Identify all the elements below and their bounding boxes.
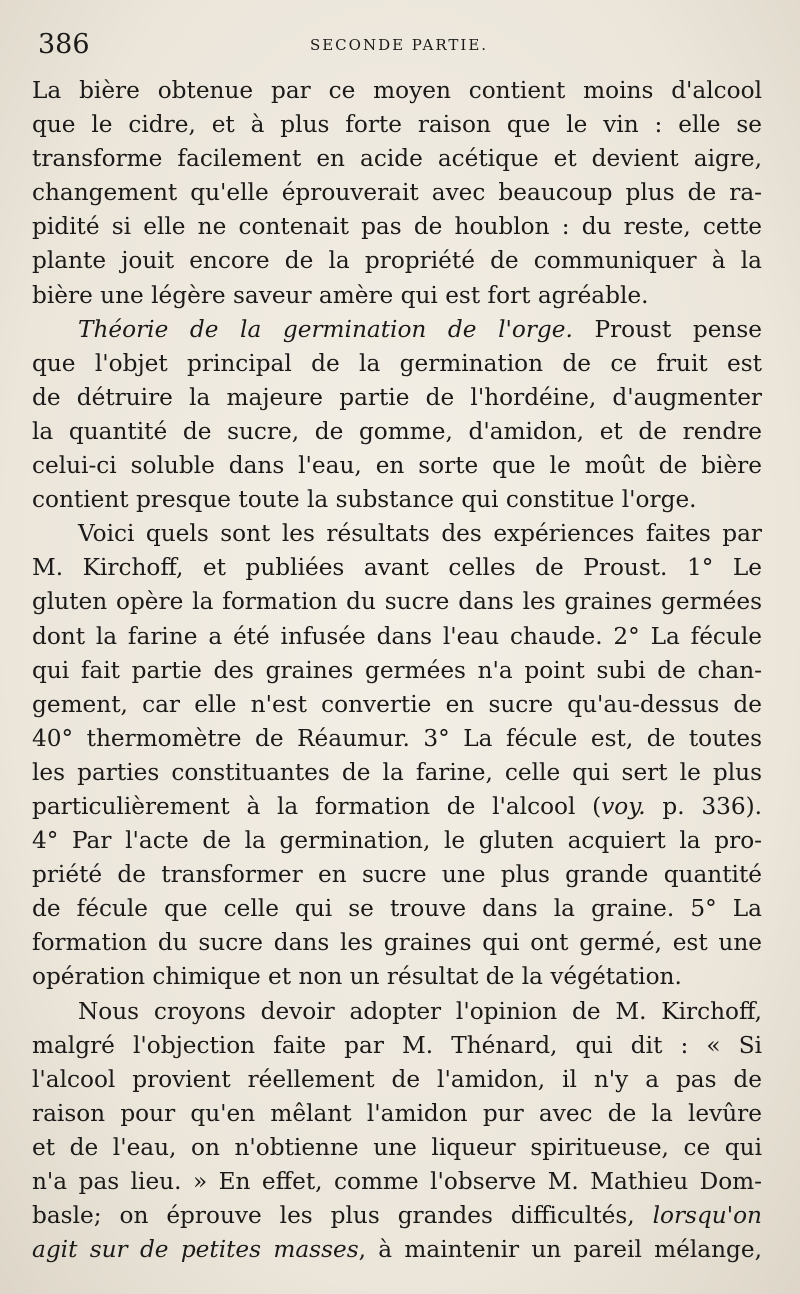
text-line: bière une légère saveur amère qui est fort agréable.: [32, 281, 649, 309]
text-line: 4° Par l'acte de la germination, le gluten acquiert la pro-: [32, 827, 762, 855]
text-line: [32, 1233, 762, 1267]
text-line: plante jouit encore de la propriété de communiquer à la: [32, 247, 762, 275]
text-line: changement qu'elle éprouverait avec beaucoup plus de ra-: [32, 179, 762, 207]
italic-fragment: lorsqu'on: [634, 1202, 762, 1230]
text-line: formation du sucre dans les graines qui ont germé, est une: [32, 929, 762, 957]
text-line: gluten opère la formation du sucre dans les graines germées: [32, 588, 762, 616]
text-line: raison pour qu'en mêlant l'amidon pur avec de la levûre: [32, 1099, 762, 1127]
section-heading-line: [32, 313, 762, 347]
text-line: [32, 790, 762, 824]
text-line: celui-ci soluble dans l'eau, en sorte que le moût de bière: [32, 452, 762, 480]
running-title: SECONDE PARTIE.: [309, 36, 489, 54]
text-line: que l'objet principal de la germination de ce fruit est: [32, 349, 762, 377]
text-line: que le cidre, et à plus forte raison que le vin : elle se: [32, 111, 762, 139]
section-heading: Théorie de la germination de l'orge.: [78, 315, 573, 343]
text-line: de fécule que celle qui se trouve dans la graine. 5° La: [32, 895, 762, 923]
text-line: et de l'eau, on n'obtienne une liqueur spiritueuse, ce qui: [32, 1133, 762, 1161]
text-line: La bière obtenue par ce moyen contient moins d'alcool: [32, 77, 762, 104]
text-fragment: p. 336).: [645, 792, 763, 820]
text-line: Voici quels sont les résultats des expériences faites par: [78, 520, 762, 548]
text-fragment: Proust pense: [572, 315, 762, 343]
text-line: priété de transformer en sucre une plus grande quantité: [32, 861, 762, 889]
text-line: opération chimique et non un résultat de la végétation.: [32, 963, 682, 991]
text-line: la quantité de sucre, de gomme, d'amidon, et de rendre: [32, 417, 762, 445]
body-text: [32, 74, 762, 1267]
text-line: dont la farine a été infusée dans l'eau chaude. 2° La fécule: [32, 622, 762, 650]
italic-fragment: voy.: [601, 792, 646, 820]
text-line: contient presque toute la substance qui constitue l'orge.: [32, 486, 697, 514]
text-line: pidité si elle ne contenait pas de houblon : du reste, cette: [32, 213, 762, 241]
text-line: qui fait partie des graines germées n'a point subi de chan-: [32, 656, 762, 684]
text-line: gement, car elle n'est convertie en sucre qu'au-dessus de: [32, 690, 762, 718]
text-fragment: , à maintenir un pareil mélange,: [358, 1236, 762, 1264]
italic-fragment: agit sur de petites masses: [32, 1236, 359, 1264]
text-line: malgré l'objection faite par M. Thénard, qui dit : « Si: [32, 1031, 762, 1059]
text-line: les parties constituantes de la farine, celle qui sert le plus: [32, 758, 762, 786]
running-head: [38, 28, 760, 62]
text-line: [32, 1199, 762, 1233]
text-line: de détruire la majeure partie de l'hordéine, d'augmenter: [32, 383, 762, 411]
text-line: transforme facilement en acide acétique et devient aigre,: [32, 145, 762, 173]
text-fragment: basle; on éprouve les plus grandes difficultés,: [32, 1202, 635, 1230]
text-fragment: particulièrement à la formation de l'alcool (: [32, 792, 602, 820]
text-line: M. Kirchoff, et publiées avant celles de Proust. 1° Le: [32, 554, 762, 582]
text-line: l'alcool provient réellement de l'amidon, il n'y a pas de: [32, 1065, 762, 1093]
text-line: 40° thermomètre de Réaumur. 3° La fécule est, de toutes: [32, 724, 762, 752]
text-line: n'a pas lieu. » En effet, comme l'observe M. Mathieu Dom-: [32, 1168, 762, 1195]
text-line: Nous croyons devoir adopter l'opinion de M. Kirchoff,: [78, 997, 762, 1025]
page-number: 386: [38, 29, 90, 60]
